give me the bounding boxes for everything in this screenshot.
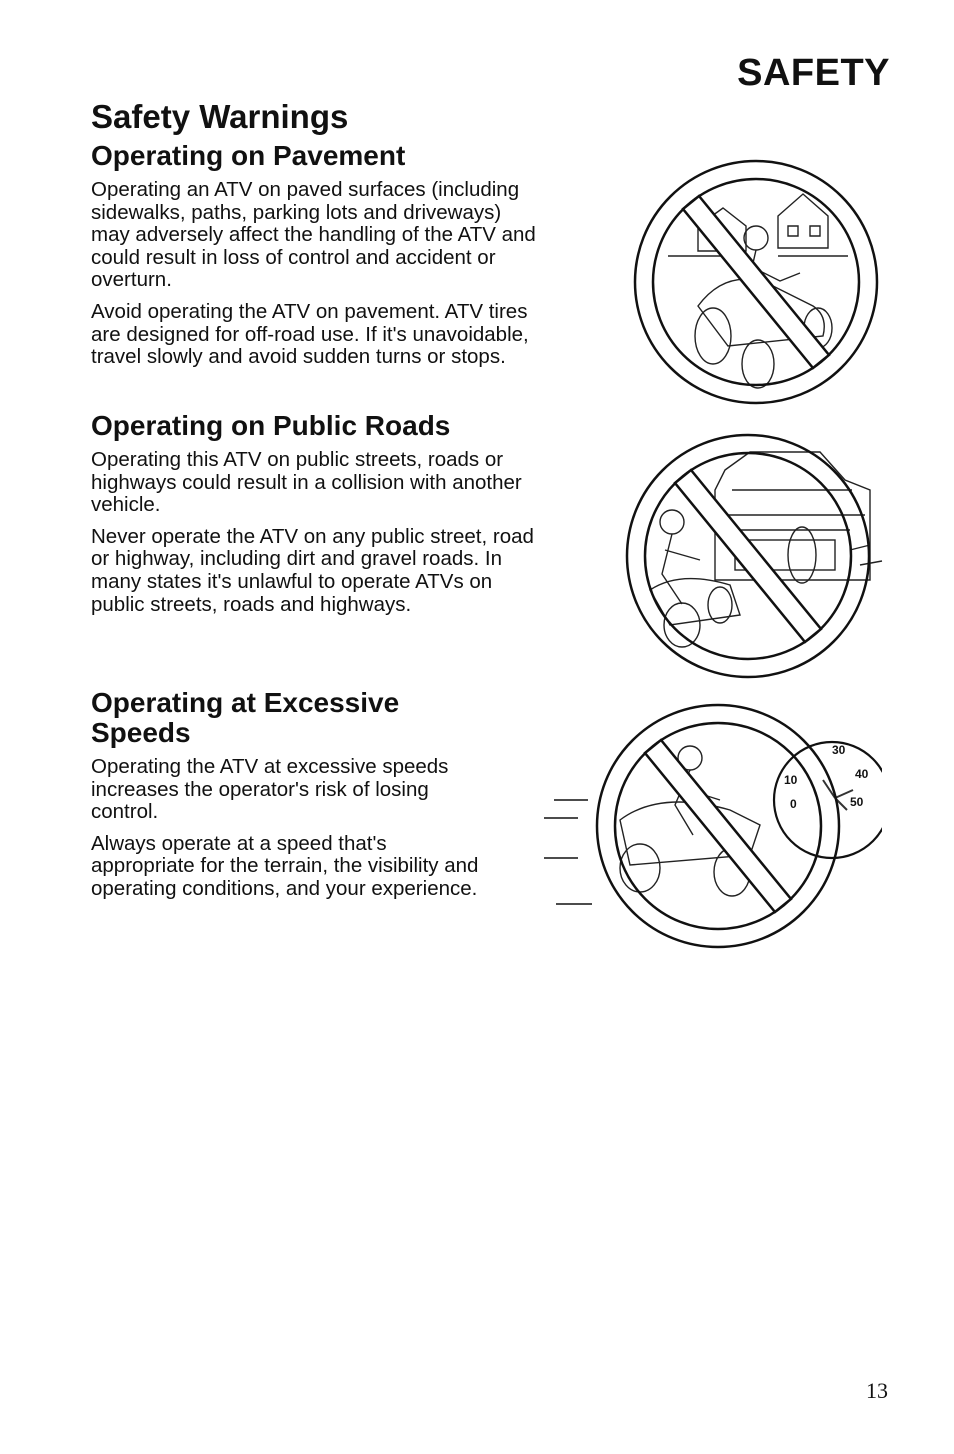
- speedometer-label: 30: [832, 743, 846, 757]
- no-atv-on-public-roads-icon: [620, 430, 892, 682]
- section-public-roads: [91, 411, 541, 625]
- section-paragraph: Operating an ATV on paved surfaces (including sidewalks, paths, parking lots and driveways) may adversely affect the handling of the ATV and could result in loss of control and accident or overturn.: [91, 178, 536, 292]
- section-heading: Operating on Pavement: [91, 140, 406, 171]
- no-atv-on-pavement-icon: [628, 156, 884, 408]
- speedometer-label: 0: [790, 797, 797, 811]
- section-paragraph: Operating this ATV on public streets, roads or highways could result in a collision with another vehicle.: [91, 448, 522, 517]
- section-heading: Operating at Excessive Speeds: [91, 687, 400, 748]
- section-paragraph: Operating the ATV at excessive speeds increases the operator's risk of losing control.: [91, 755, 449, 824]
- speedometer-label: 50: [850, 795, 864, 809]
- section-excessive-speeds: [91, 688, 491, 910]
- speedometer-label: 10: [784, 773, 798, 787]
- no-excessive-speed-icon: [542, 700, 882, 952]
- section-paragraph: Never operate the ATV on any public street, road or highway, including dirt and gravel roads. In many states it's unlawful to operate ATVs on public streets, roads and highways.: [91, 524, 534, 616]
- section-heading: Operating on Public Roads: [91, 410, 451, 441]
- page-title: Safety Warnings: [91, 98, 349, 135]
- section-pavement: [91, 141, 541, 378]
- page-number: 13: [866, 1378, 888, 1403]
- section-paragraph: Avoid operating the ATV on pavement. ATV tires are designed for off-road use. If it's unavoidable, travel slowly and avoid sudden turns or stops.: [91, 299, 529, 369]
- chapter-title: SAFETY: [737, 52, 890, 94]
- section-paragraph: Always operate at a speed that's appropriate for the terrain, the visibility and operating conditions, and your experience.: [91, 831, 479, 900]
- speedometer-label: 40: [855, 767, 869, 781]
